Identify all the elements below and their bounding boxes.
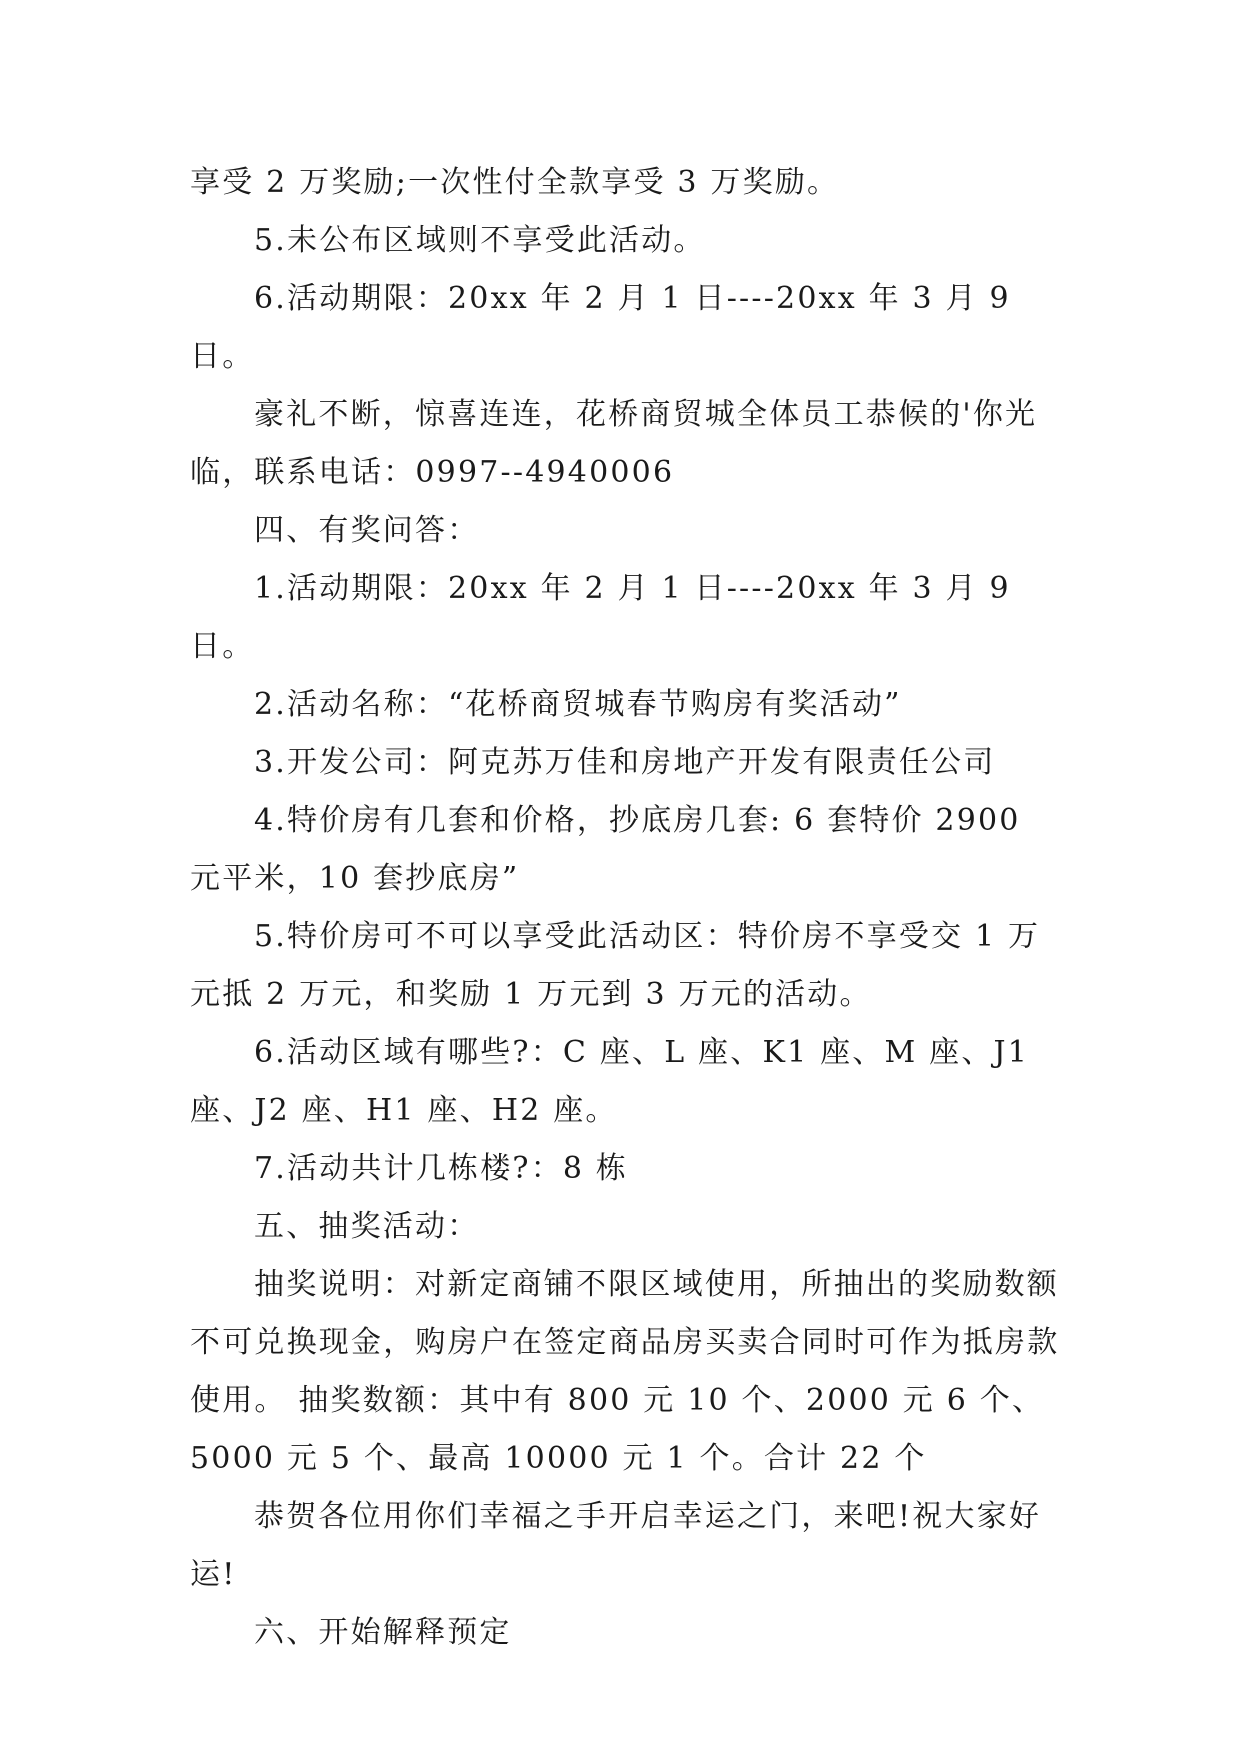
- section-heading: 六、开始解释预定: [254, 1615, 512, 1650]
- paragraph: 6.活动区域有哪些?：C 座、L 座、K1 座、M 座、J1 座、J2 座、H1 座、H2 座。: [190, 1035, 1030, 1128]
- paragraph: 1.活动期限：20xx 年 2 月 1 日----20xx 年 3 月 9 日。: [190, 571, 1011, 664]
- paragraph: 抽奖说明：对新定商铺不限区域使用，所抽出的奖励数额不可兑换现金，购房户在签定商品房买卖合同时可作为抵房款使用。 抽奖数额：其中有 800 元 10 个、2000 元 6 个、5000 元 5 个、最高 10000 元 1 个。合计 22 个: [190, 1267, 1060, 1476]
- section-heading: 四、有奖问答：: [254, 513, 480, 548]
- paragraph: 享受 2 万奖励;一次性付全款享受 3 万奖励。: [190, 165, 840, 200]
- section-heading: 五、抽奖活动：: [254, 1209, 480, 1244]
- paragraph: 2.活动名称：“花桥商贸城春节购房有奖活动”: [254, 687, 902, 722]
- paragraph: 5.未公布区域则不享受此活动。: [254, 223, 706, 258]
- document-body: [190, 154, 1060, 1662]
- paragraph: 5.特价房可不可以享受此活动区：特价房不享受交 1 万元抵 2 万元，和奖励 1 万元到 3 万元的活动。: [190, 919, 1041, 1012]
- paragraph: 4.特价房有几套和价格，抄底房几套: 6 套特价 2900 元平米，10 套抄底房”: [190, 803, 1021, 896]
- paragraph: 恭贺各位用你们幸福之手开启幸运之门，来吧!祝大家好运!: [190, 1499, 1042, 1592]
- paragraph: 7.活动共计几栋楼?：8 栋: [254, 1151, 629, 1186]
- paragraph: 3.开发公司：阿克苏万佳和房地产开发有限责任公司: [254, 745, 996, 780]
- paragraph: 6.活动期限：20xx 年 2 月 1 日----20xx 年 3 月 9 日。: [190, 281, 1011, 374]
- paragraph: 豪礼不断，惊喜连连，花桥商贸城全体员工恭候的'你光临，联系电话：0997--4940006: [190, 397, 1038, 490]
